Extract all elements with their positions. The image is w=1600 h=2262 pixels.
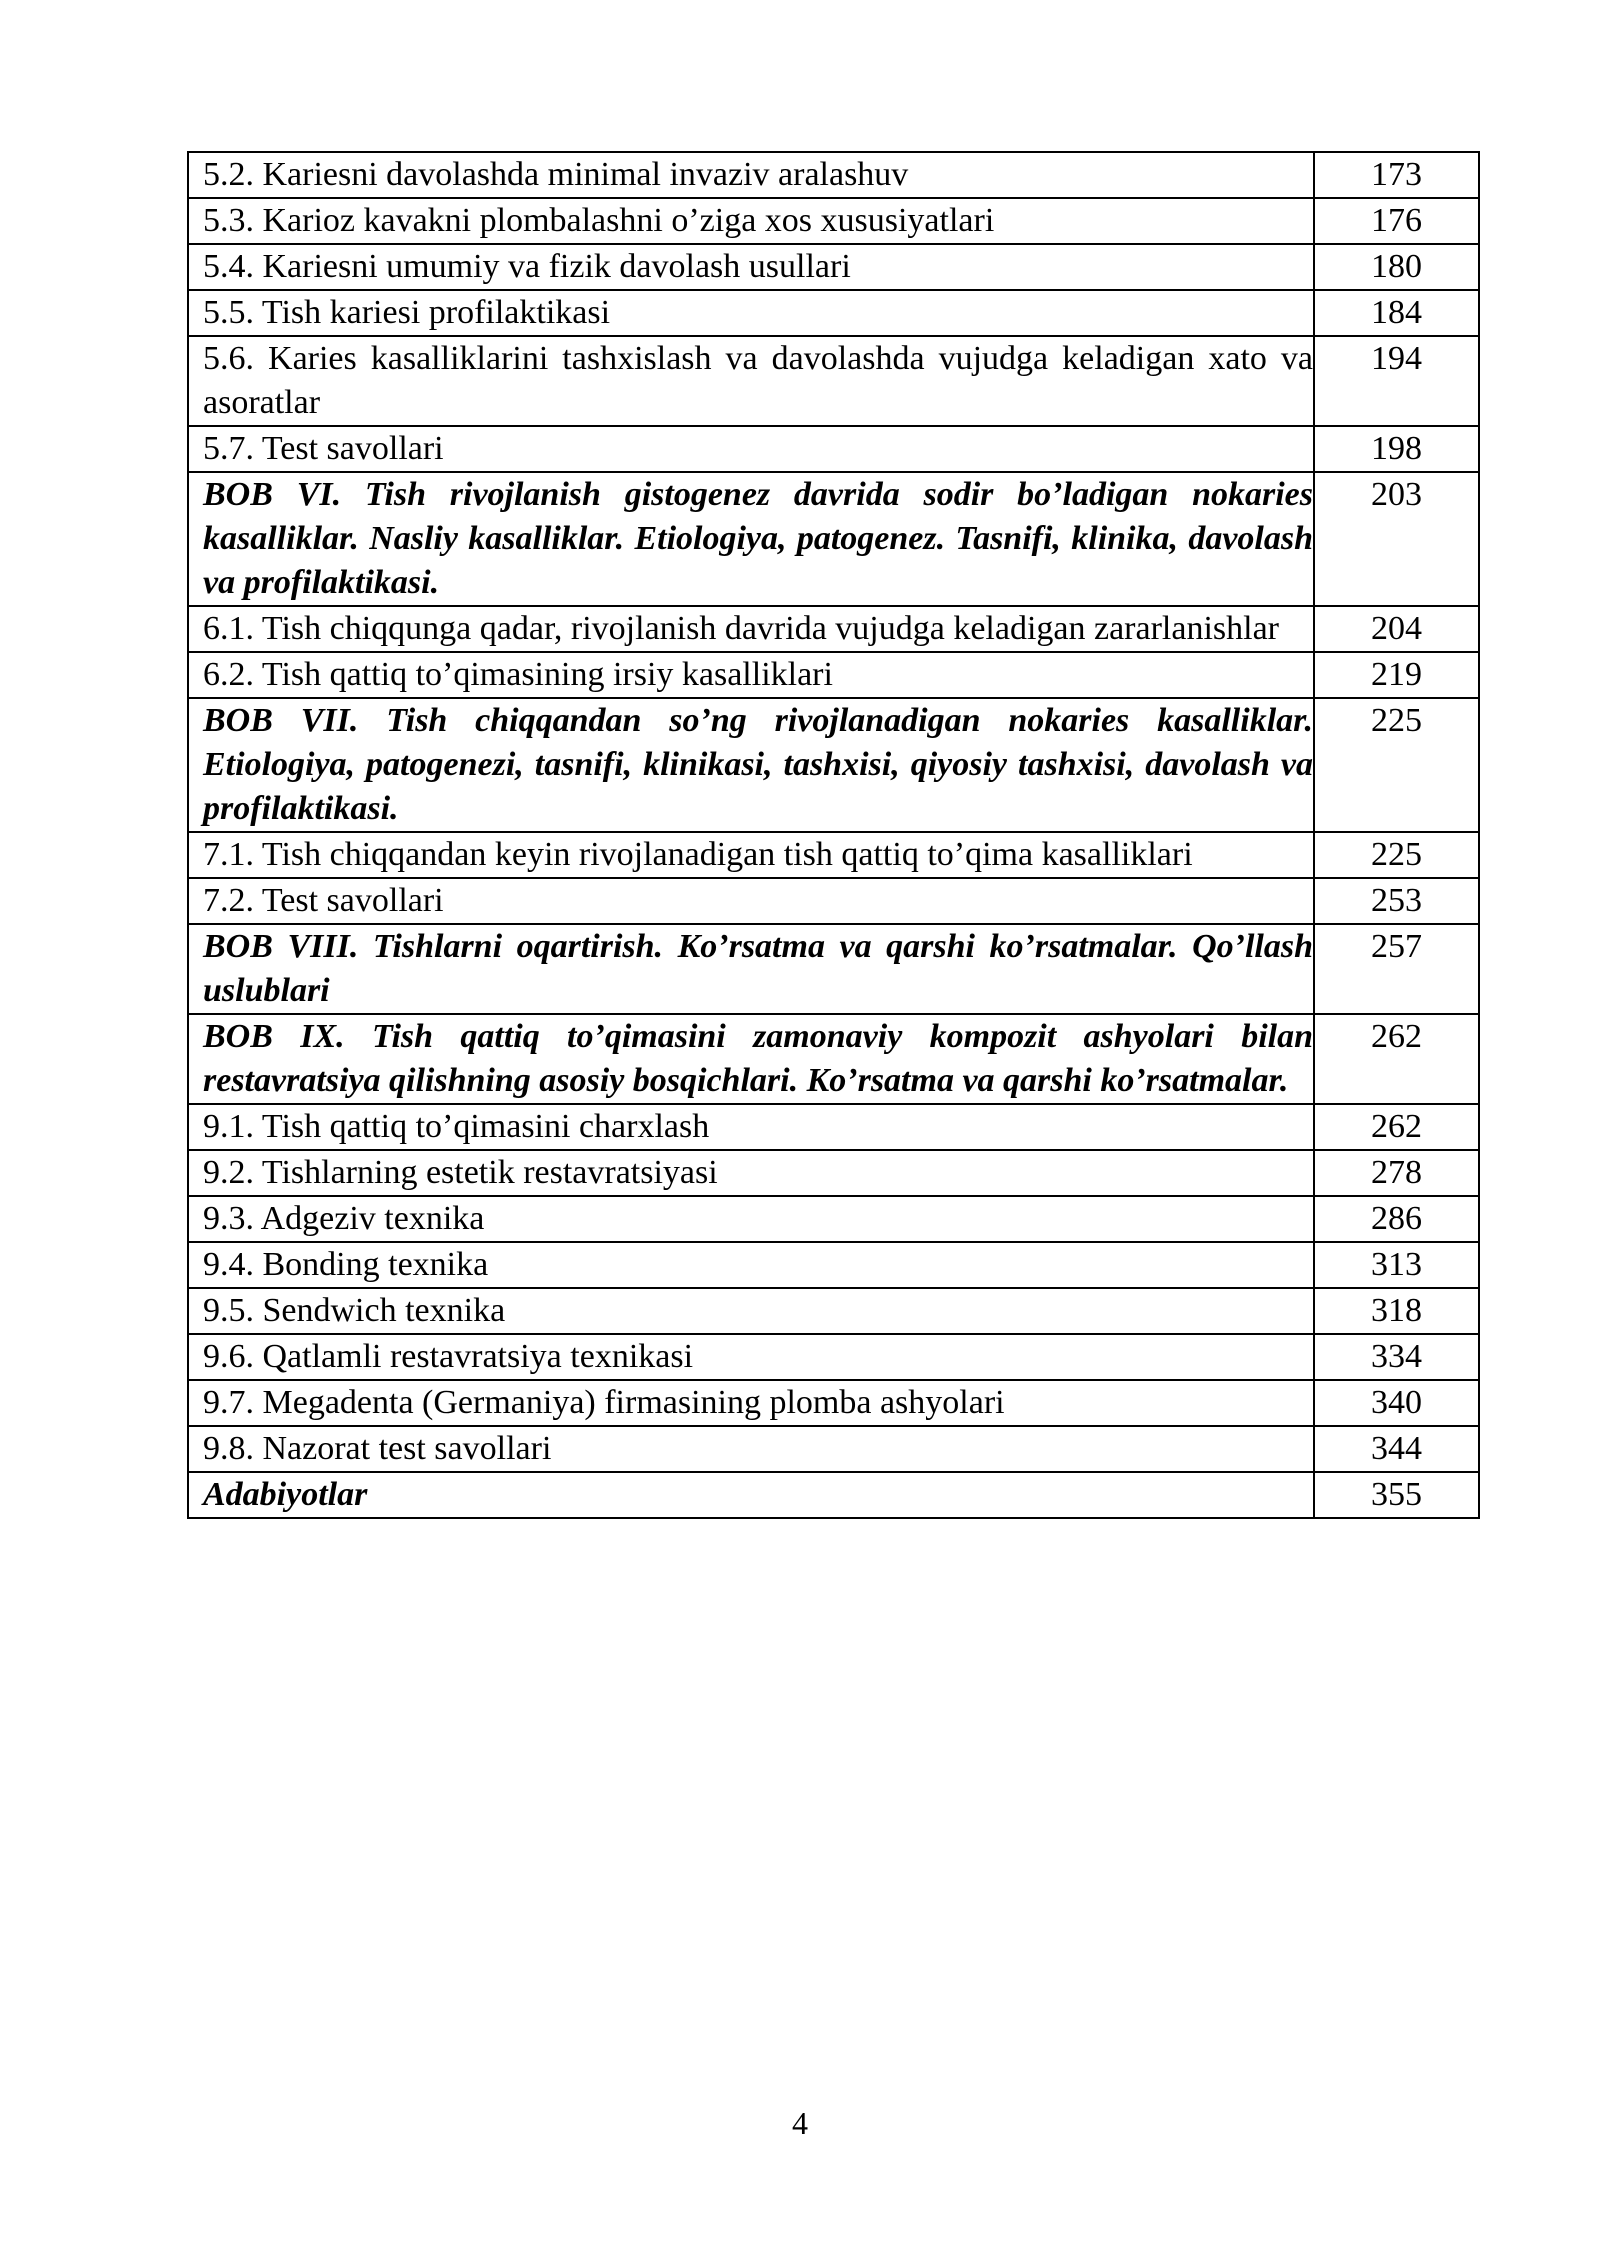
toc-entry-page: 262 — [1314, 1104, 1479, 1150]
toc-body — [188, 152, 1479, 1518]
toc-entry-title: 9.8. Nazorat test savollari — [188, 1426, 1314, 1472]
toc-entry-title: BOB IX. Tish qattiq to’qimasini zamonaviy kompozit ashyolari bilan restavratsiya qilishning asosiy bosqichlari. Ko’rsatma va qarshi ko’rsatmalar. — [188, 1014, 1314, 1104]
toc-row — [188, 152, 1479, 198]
toc-entry-title: 9.5. Sendwich texnika — [188, 1288, 1314, 1334]
toc-row — [188, 1242, 1479, 1288]
toc-entry-page: 225 — [1314, 832, 1479, 878]
toc-row — [188, 1334, 1479, 1380]
toc-row — [188, 1380, 1479, 1426]
toc-row — [188, 290, 1479, 336]
toc-entry-page: 318 — [1314, 1288, 1479, 1334]
toc-row — [188, 606, 1479, 652]
toc-row — [188, 1288, 1479, 1334]
toc-entry-title: BOB VI. Tish rivojlanish gistogenez davrida sodir bo’ladigan nokaries kasalliklar. Nasliy kasalliklar. Etiologiya, patogenez. Tasnifi, klinika, davolash va profilaktikasi. — [188, 472, 1314, 606]
toc-row — [188, 1150, 1479, 1196]
toc-chapter-row — [188, 1472, 1479, 1518]
toc-entry-title: 6.1. Tish chiqqunga qadar, rivojlanish davrida vujudga keladigan zararlanishlar — [188, 606, 1314, 652]
toc-row — [188, 336, 1479, 426]
toc-entry-title: 5.7. Test savollari — [188, 426, 1314, 472]
toc-row — [188, 1196, 1479, 1242]
toc-entry-page: 253 — [1314, 878, 1479, 924]
toc-entry-page: 334 — [1314, 1334, 1479, 1380]
toc-entry-title: 7.2. Test savollari — [188, 878, 1314, 924]
toc-entry-title: 5.5. Tish kariesi profilaktikasi — [188, 290, 1314, 336]
toc-entry-title: 9.7. Megadenta (Germaniya) firmasining plomba ashyolari — [188, 1380, 1314, 1426]
toc-entry-page: 203 — [1314, 472, 1479, 606]
toc-entry-page: 198 — [1314, 426, 1479, 472]
toc-entry-title: 6.2. Tish qattiq to’qimasining irsiy kasalliklari — [188, 652, 1314, 698]
toc-entry-title: 5.3. Karioz kavakni plombalashni o’ziga xos xususiyatlari — [188, 198, 1314, 244]
toc-entry-page: 313 — [1314, 1242, 1479, 1288]
toc-entry-page: 340 — [1314, 1380, 1479, 1426]
toc-entry-page: 344 — [1314, 1426, 1479, 1472]
toc-entry-page: 278 — [1314, 1150, 1479, 1196]
toc-entry-page: 180 — [1314, 244, 1479, 290]
toc-entry-title: 5.2. Kariesni davolashda minimal invaziv aralashuv — [188, 152, 1314, 198]
table-of-contents — [187, 151, 1480, 1519]
toc-chapter-row — [188, 698, 1479, 832]
toc-chapter-row — [188, 472, 1479, 606]
page-number: 4 — [792, 2105, 808, 2141]
toc-row — [188, 1426, 1479, 1472]
toc-entry-title: 5.4. Kariesni umumiy va fizik davolash usullari — [188, 244, 1314, 290]
toc-entry-page: 262 — [1314, 1014, 1479, 1104]
toc-row — [188, 832, 1479, 878]
toc-row — [188, 244, 1479, 290]
toc-entry-title: 9.3. Adgeziv texnika — [188, 1196, 1314, 1242]
toc-row — [188, 1104, 1479, 1150]
toc-entry-title: 5.6. Karies kasalliklarini tashxislash va davolashda vujudga keladigan xato va asoratlar — [188, 336, 1314, 426]
toc-row — [188, 652, 1479, 698]
toc-entry-page: 219 — [1314, 652, 1479, 698]
toc-entry-title: Adabiyotlar — [188, 1472, 1314, 1518]
toc-row — [188, 198, 1479, 244]
toc-entry-page: 286 — [1314, 1196, 1479, 1242]
toc-entry-page: 184 — [1314, 290, 1479, 336]
toc-entry-title: 9.6. Qatlamli restavratsiya texnikasi — [188, 1334, 1314, 1380]
toc-entry-page: 355 — [1314, 1472, 1479, 1518]
toc-entry-title: 7.1. Tish chiqqandan keyin rivojlanadigan tish qattiq to’qima kasalliklari — [188, 832, 1314, 878]
toc-entry-title: BOB VII. Tish chiqqandan so’ng rivojlanadigan nokaries kasalliklar. Etiologiya, patogenezi, tasnifi, klinikasi, tashxisi, qiyosiy tashxisi, davolash va profilaktikasi. — [188, 698, 1314, 832]
toc-entry-page: 176 — [1314, 198, 1479, 244]
toc-entry-title: 9.4. Bonding texnika — [188, 1242, 1314, 1288]
toc-entry-title: BOB VIII. Tishlarni oqartirish. Ko’rsatma va qarshi ko’rsatmalar. Qo’llash uslublari — [188, 924, 1314, 1014]
toc-entry-page: 173 — [1314, 152, 1479, 198]
toc-row — [188, 426, 1479, 472]
toc-entry-page: 204 — [1314, 606, 1479, 652]
toc-row — [188, 878, 1479, 924]
toc-entry-page: 194 — [1314, 336, 1479, 426]
toc-entry-page: 257 — [1314, 924, 1479, 1014]
toc-entry-title: 9.2. Tishlarning estetik restavratsiyasi — [188, 1150, 1314, 1196]
toc-entry-page: 225 — [1314, 698, 1479, 832]
toc-chapter-row — [188, 1014, 1479, 1104]
toc-chapter-row — [188, 924, 1479, 1014]
toc-entry-title: 9.1. Tish qattiq to’qimasini charxlash — [188, 1104, 1314, 1150]
